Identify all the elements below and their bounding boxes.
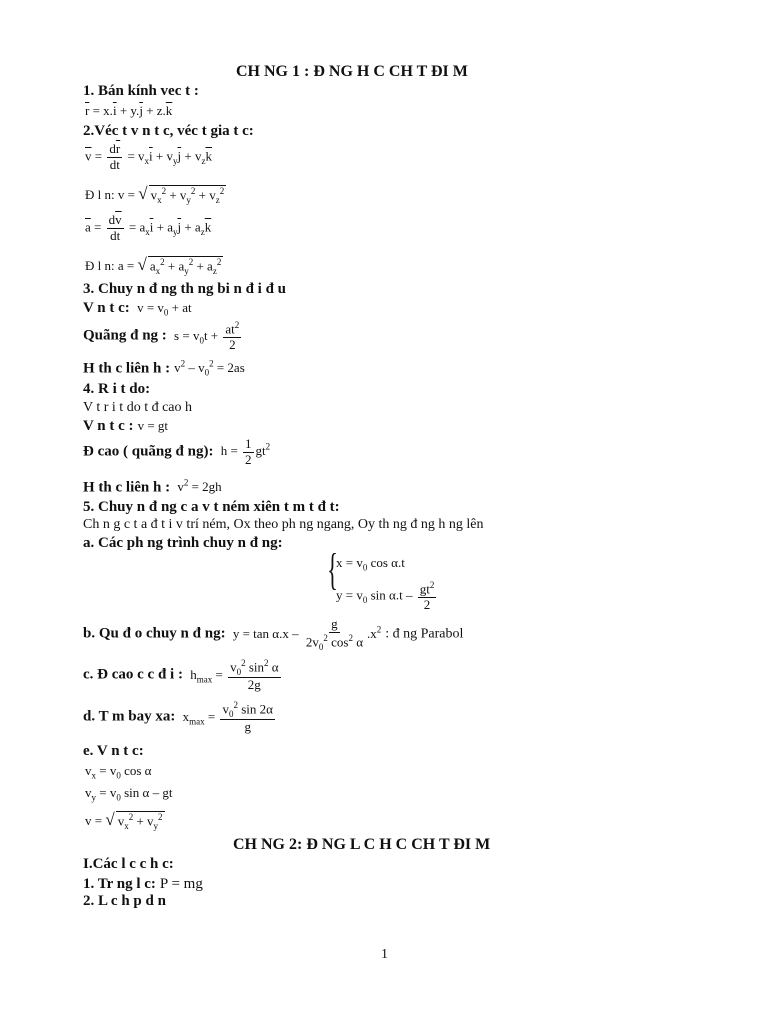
- v-formula: v = √ $v_x^2 + v_y^2$: [85, 810, 163, 831]
- s5-b-label: b. Qu đ o chuy n đ ng:: [83, 625, 226, 642]
- equations-of-motion-brace: {: [327, 545, 338, 594]
- acceleration-vector-formula: $\overline{a}$ = $\frac{d\overline{v}}{dt}$ = $a_x\overline{i} + a_y\overline{j} + a_z\overline{k}$: [85, 212, 212, 243]
- chapter-1-title: CH NG 1 : Đ NG H C CH T ĐI M: [236, 63, 468, 80]
- section-1-heading: 1. Bán kính vec t :: [83, 83, 199, 99]
- section-4-heading: 4. R i t do:: [83, 381, 151, 397]
- s5-trajectory: b. Qu đ o chuy n đ ng: y = tan α.x – $\frac{g}{2v_0^2 \cos^2 \alpha}$ $.x^2$ : đ ng Parabol: [83, 616, 464, 652]
- velocity-magnitude: Đ l n: v = √ $v_x^2 + v_y^2 + v_z^2$: [85, 184, 225, 205]
- s4-relation: H th c liên h : $v^2 = 2gh$: [83, 478, 222, 496]
- chapter-2-title: CH NG 2: Đ NG L C H C CH T ĐI M: [233, 836, 491, 853]
- section-2-heading: 2.Véc t v n t c, véc t gia t c:: [83, 123, 254, 139]
- gravity-label: 1. Tr ng l c:: [83, 876, 156, 892]
- s4-velocity-label: V n t c :: [83, 418, 134, 434]
- y-equation: $y = v_0$ sin α.t – $\frac{gt^2}{2}$: [336, 580, 435, 613]
- s3-velocity: V n t c: $v = v_0$ + at: [83, 300, 192, 318]
- page-number: 1: [381, 947, 388, 962]
- s5-a-label: a. Các ph ng trình chuy n đ ng:: [83, 535, 283, 551]
- acceleration-magnitude-label: Đ l n:: [85, 258, 115, 273]
- s3-relation-label: H th c liên h :: [83, 360, 171, 377]
- section-3-heading: 3. Chuy n đ ng th ng bi n đ i đ u: [83, 281, 287, 297]
- x-equation: $x = v_0$ cos α.t: [336, 555, 405, 573]
- s3-relation: H th c liên h : $v^2 - v_0^2 = 2as$: [83, 359, 245, 378]
- s-ii-heading: I.Các l c c h c:: [83, 856, 174, 872]
- velocity-magnitude-label: Đ l n:: [85, 187, 115, 202]
- s5-b-suffix: : đ ng Parabol: [385, 626, 464, 642]
- section-5-heading: 5. Chuy n đ ng c a v t ném xiên t m t đ t:: [83, 499, 340, 515]
- s3-distance-label: Quãng đ ng :: [83, 327, 167, 344]
- vx-formula: $v_x = v_0$ cos α: [85, 763, 152, 781]
- gravity-item: [83, 875, 203, 893]
- s5-d-label: d. T m bay xa:: [83, 708, 176, 725]
- gravity-formula: P = mg: [159, 876, 203, 892]
- s4-height: Đ cao ( quãng đ ng): h = $\frac{1}{2}$ $gt^2$: [83, 436, 271, 467]
- s5-e-label: e. V n t c:: [83, 743, 144, 759]
- s4-line1: V t r i t do t đ cao h: [83, 400, 193, 415]
- s3-velocity-label: V n t c:: [83, 300, 130, 316]
- velocity-vector-formula: $\overline{v}$ = $\frac{d\overline{r}}{dt}$ = $v_x\overline{i} + v_y\overline{j} + v_z\overline{k}$: [85, 141, 212, 172]
- gravitation-item: 2. L c h p d n: [83, 893, 166, 909]
- acceleration-magnitude: Đ l n: a = √ $a_x^2 + a_y^2 + a_z^2$: [85, 255, 222, 276]
- s5-c-label: c. Đ cao c c đ i :: [83, 666, 183, 683]
- vy-formula: $v_y = v_0$ sin α – gt: [85, 785, 173, 803]
- s4-height-label: Đ cao ( quãng đ ng):: [83, 443, 214, 460]
- s3-distance: Quãng đ ng : $s = v_0t$ + $\frac{at^2}{2}$: [83, 320, 240, 353]
- s5-max-height: c. Đ cao c c đ i : $h_{max}$ = $\frac{v_0^2 \sin^2 \alpha}{2g}$: [83, 658, 279, 693]
- radius-vector-formula: $\overline{r} = x.\overline{i} + y.\overline{j} + z.\overline{k}$: [85, 103, 173, 118]
- s5-range: d. T m bay xa: $x_{max}$ = $\frac{v_0^2 \sin 2\alpha}{g}$: [83, 700, 273, 735]
- s4-relation-label: H th c liên h :: [83, 479, 171, 496]
- s5-line1: Ch n g c t a đ t i v trí ném, Ox theo ph ng ngang, Oy th ng đ ng h ng lên: [83, 517, 484, 532]
- s4-velocity: V n t c : v = gt: [83, 418, 169, 434]
